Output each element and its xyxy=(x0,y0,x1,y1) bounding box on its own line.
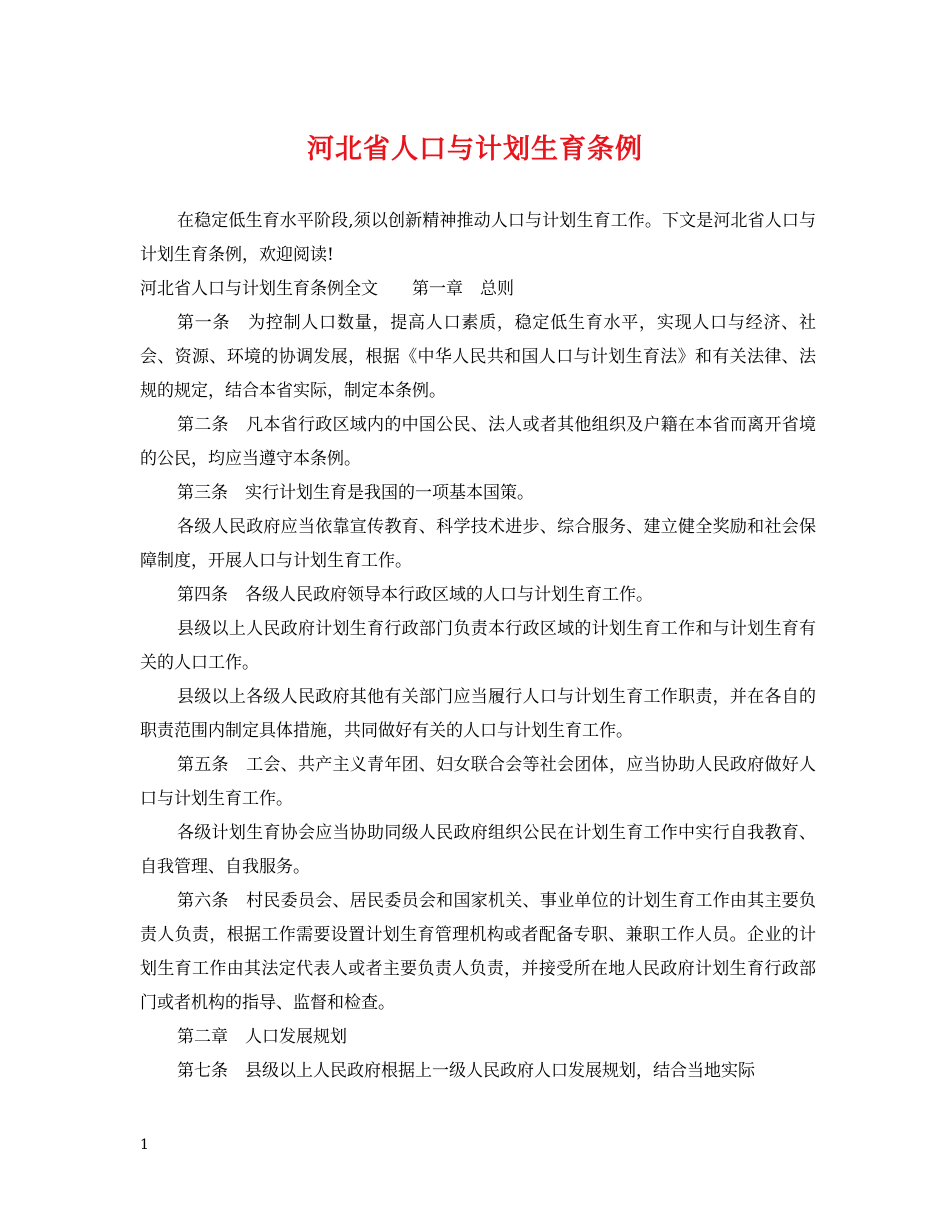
page-number: 1 xyxy=(140,1137,149,1153)
paragraph-article-1: 第一条 为控制人口数量，提高人口素质，稳定低生育水平，实现人口与经济、社会、资源、环境的协调发展，根据《中华人民共和国人口与计划生育法》和有关法律、法规的规定，结合本省实际，制定本条例。 xyxy=(140,313,816,401)
document-title: 河北省人口与计划生育条例 xyxy=(307,134,643,165)
paragraph-chapter-one-heading: 河北省人口与计划生育条例全文 第一章 总则 xyxy=(140,279,514,299)
paragraph-article-3: 第三条 实行计划生育是我国的一项基本国策。 xyxy=(177,483,534,503)
paragraph-article-6: 第六条 村民委员会、居民委员会和国家机关、事业单位的计划生育工作由其主要负责人负责，根据工作需要设置计划生育管理机构或者配备专职、兼职工作人员。企业的计划生育工作由其法定代表人或者主要负责人负责，并接受所在地人民政府计划生育行政部门或者机构的指导、监督和检查。 xyxy=(140,891,816,1013)
paragraph-article-5-clause: 各级计划生育协会应当协助同级人民政府组织公民在计划生育工作中实行自我教育、自我管理、自我服务。 xyxy=(140,823,816,877)
paragraph-article-7: 第七条 县级以上人民政府根据上一级人民政府人口发展规划，结合当地实际 xyxy=(177,1061,755,1081)
paragraph-article-4-clause-1: 县级以上人民政府计划生育行政部门负责本行政区域的计划生育工作和与计划生育有关的人口工作。 xyxy=(140,619,816,673)
paragraph-article-3-clause: 各级人民政府应当依靠宣传教育、科学技术进步、综合服务、建立健全奖励和社会保障制度，开展人口与计划生育工作。 xyxy=(140,517,816,571)
paragraph-article-4-clause-2: 县级以上各级人民政府其他有关部门应当履行人口与计划生育工作职责，并在各自的职责范围内制定具体措施，共同做好有关的人口与计划生育工作。 xyxy=(140,687,816,741)
paragraph-article-2: 第二条 凡本省行政区域内的中国公民、法人或者其他组织及户籍在本省而离开省境的公民，均应当遵守本条例。 xyxy=(140,415,816,469)
document-body xyxy=(140,204,816,1088)
paragraph-article-4: 第四条 各级人民政府领导本行政区域的人口与计划生育工作。 xyxy=(177,585,653,605)
paragraph-chapter-two-heading: 第二章 人口发展规划 xyxy=(177,1027,347,1047)
paragraph-article-5: 第五条 工会、共产主义青年团、妇女联合会等社会团体，应当协助人民政府做好人口与计划生育工作。 xyxy=(140,755,816,809)
paragraph-intro: 在稳定低生育水平阶段,须以创新精神推动人口与计划生育工作。下文是河北省人口与计划生育条例，欢迎阅读! xyxy=(140,211,816,265)
